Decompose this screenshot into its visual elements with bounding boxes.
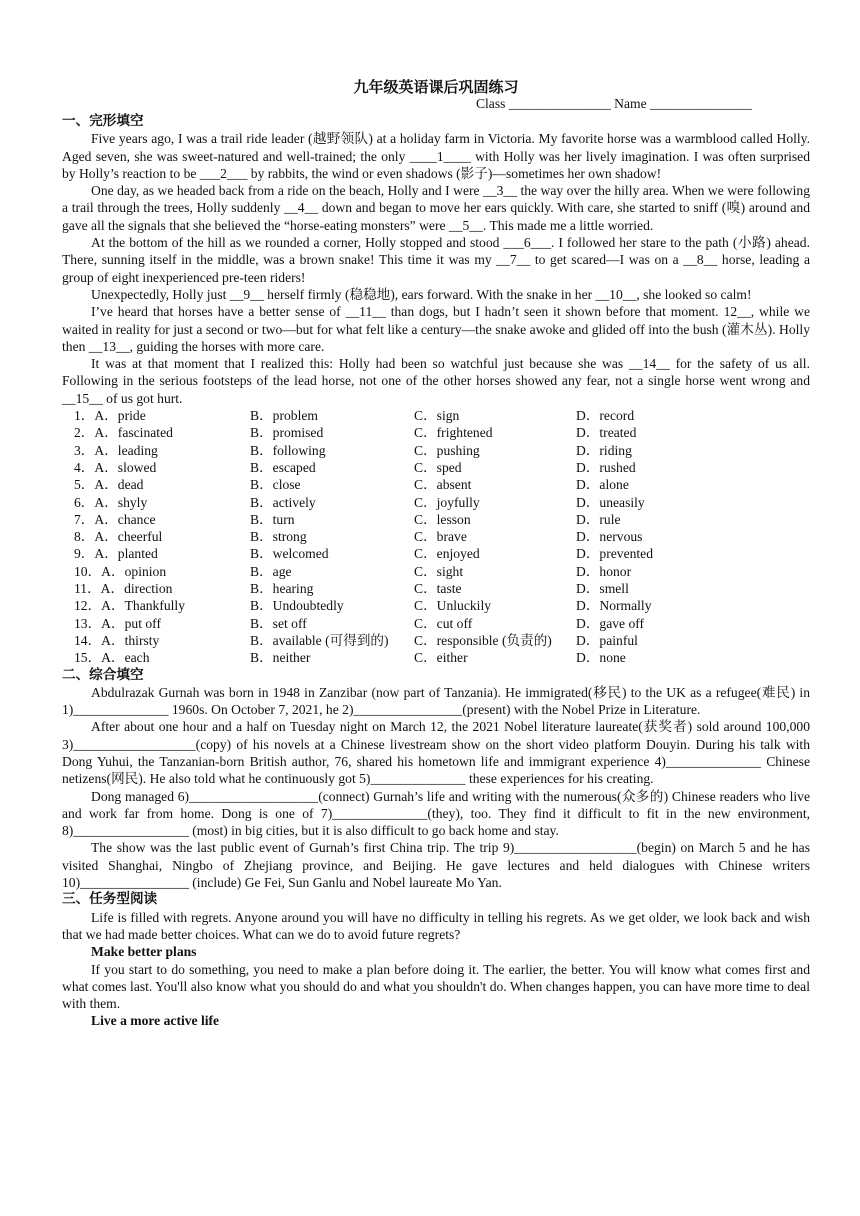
cloze-paragraph: It was at that moment that I realized this: Holly had been so watchful just because she was __14__ for the safety of us all. Following in the serious footsteps of the lead horse, not one of the other horses showed any fear, not a single horse went wrong and __15__ of us got hurt. bbox=[62, 356, 810, 406]
option-d: D．smell bbox=[576, 581, 629, 597]
option-a: 12．A．Thankfully bbox=[74, 598, 185, 614]
option-d: D．nervous bbox=[576, 529, 643, 545]
option-b: B．welcomed bbox=[250, 546, 329, 562]
option-b: B．problem bbox=[250, 408, 318, 424]
reading-paragraph: If you start to do something, you need to make a plan before doing it. The earlier, the better. You will know what comes first and what comes last. You'll also know what you should do and what you shouldn't do. When changes happen, you can have more time to deal with them. bbox=[62, 961, 810, 1012]
option-d: D．uneasily bbox=[576, 494, 645, 510]
option-c: C．brave bbox=[414, 529, 467, 545]
reading-subheading: Live a more active life bbox=[91, 1013, 220, 1029]
option-b: B．actively bbox=[250, 494, 316, 510]
option-b: B．close bbox=[250, 477, 301, 493]
option-a: 1．A．pride bbox=[74, 408, 146, 424]
option-a: 7．A．chance bbox=[74, 511, 156, 527]
option-a: 14．A．thirsty bbox=[74, 632, 160, 648]
option-d: D．gave off bbox=[576, 615, 645, 631]
option-b: B．promised bbox=[250, 425, 324, 441]
option-b: B．neither bbox=[250, 650, 311, 666]
page-title: 九年级英语课后巩固练习 bbox=[353, 78, 519, 96]
option-d: D．rushed bbox=[576, 459, 636, 475]
option-b: B．strong bbox=[250, 529, 307, 545]
option-a: 3．A．leading bbox=[74, 442, 158, 458]
cloze-paragraph: At the bottom of the hill as we rounded a corner, Holly stopped and stood ___6___. I followed her stare to the path (小路) ahead. There, sunning itself in the middle, was a brown snake! This time it was my __7__ to get scared—I was on a __8__ horse, leading a group of eight inexperienced pre-teen riders! bbox=[62, 235, 810, 285]
fill-paragraph: After about one hour and a half on Tuesday night on March 12, the 2021 Nobel literature laureate(获奖者) sold around 100,000 3)__________________(copy) of his novels at a Chinese livestream show on the short video platform Douyin. During his talk with Dong Yuhui, the Tanzanian-born British author, 76, shared his hometown life and immigrant experience 4)______________ Chinese netizens(网民). He also told what he continuously got 5)______________ these experiences for his creating. bbox=[62, 719, 810, 787]
option-d: D．prevented bbox=[576, 546, 654, 562]
option-b: B．escaped bbox=[250, 459, 316, 475]
option-c: C．absent bbox=[414, 477, 472, 493]
option-a: 2．A．fascinated bbox=[74, 425, 173, 441]
option-a: 8．A．cheerful bbox=[74, 529, 163, 545]
option-c: C．sign bbox=[414, 408, 460, 424]
option-c: C．cut off bbox=[414, 615, 473, 631]
option-a: 6．A．shyly bbox=[74, 494, 148, 510]
option-d: D．riding bbox=[576, 442, 632, 458]
reading-paragraph: Life is filled with regrets. Anyone around you will have no difficulty in telling his regrets. As we get older, we look back and wish that we had made better choices. What can we do to avoid future regrets? bbox=[62, 909, 810, 942]
option-d: D．rule bbox=[576, 511, 621, 527]
options-table bbox=[62, 407, 810, 666]
section-heading-cloze: 一、完形填空 bbox=[62, 113, 144, 129]
option-c: C．Unluckily bbox=[414, 598, 492, 614]
fill-paragraph: The show was the last public event of Gurnah’s first China trip. The trip 9)__________________(begin) on March 5 and he has visited Shanghai, Ningbo of Zhejiang province, and Beijing. He gave lectures and held dialogues with Chinese writers 10)________________ (include) Ge Fei, Sun Ganlu and Nobel laureate Mo Yan. bbox=[62, 840, 810, 891]
option-b: B．age bbox=[250, 563, 292, 579]
cloze-paragraph: Five years ago, I was a trail ride leader (越野领队) at a holiday farm in Victoria. My favorite horse was a warmblood called Holly. Aged seven, she was sweet-natured and well-trained; the only ____1____ with Holly was her lively imagination. I was often surprised by Holly’s reaction to be ___2___ by rabbits, the wind or even shadows (影子)—sometimes her own shadow! bbox=[62, 131, 810, 181]
option-a: 10．A．opinion bbox=[74, 563, 167, 579]
option-b: B．set off bbox=[250, 615, 307, 631]
option-a: 9．A．planted bbox=[74, 546, 158, 562]
class-name-line: Class _______________ Name _______________ bbox=[475, 96, 752, 111]
option-d: D．painful bbox=[576, 632, 638, 648]
option-c: C．taste bbox=[414, 581, 462, 597]
option-b: B．hearing bbox=[250, 581, 314, 597]
option-c: C．responsible (负责的) bbox=[414, 632, 552, 648]
option-c: C．either bbox=[414, 650, 468, 666]
section-heading-task-reading: 三、任务型阅读 bbox=[62, 891, 158, 908]
option-d: D．alone bbox=[576, 477, 629, 493]
option-b: B．turn bbox=[250, 511, 295, 527]
option-c: C．frightened bbox=[414, 425, 493, 441]
option-c: C．enjoyed bbox=[414, 546, 480, 562]
section-heading-comprehensive: 二、综合填空 bbox=[62, 666, 144, 683]
option-d: D．record bbox=[576, 408, 635, 424]
worksheet-content bbox=[62, 74, 810, 1030]
cloze-paragraph: One day, as we headed back from a ride on the beach, Holly and I were __3__ the way over the hilly area. When we were following a trail through the trees, Holly suddenly __4__ down and began to move her ears quickly. With care, she started to sniff (嗅) around and gave all the signals that she believed the “horse-eating monsters” were __5__. This made me a little worried. bbox=[62, 183, 810, 233]
option-a: 5．A．dead bbox=[74, 477, 144, 493]
cloze-paragraph: I’ve heard that horses have a better sense of __11__ than dogs, but I hadn’t seen it shown before that moment. 12__, while we waited in reality for just a second or two—but for what felt like a century—the snake awoke and glided off into the bush (灌木丛). Holly then __13__, guiding the horses with more care. bbox=[62, 304, 810, 354]
option-c: C．sight bbox=[414, 563, 464, 579]
option-d: D．honor bbox=[576, 563, 632, 579]
option-c: C．lesson bbox=[414, 511, 471, 527]
option-d: D．treated bbox=[576, 425, 637, 441]
option-a: 11．A．direction bbox=[74, 581, 173, 597]
option-a: 13．A．put off bbox=[74, 615, 161, 631]
option-c: C．pushing bbox=[414, 442, 480, 458]
option-d: D．Normally bbox=[576, 598, 652, 614]
reading-subheading: Make better plans bbox=[91, 944, 197, 960]
fill-paragraph: Dong managed 6)___________________(connect) Gurnah’s life and writing with the numerous(众多的) Chinese readers who live and work far from home. Dong is one of 7)______________(they), too. They find it difficult to fit in the new environment, 8)_________________ (most) in big cities, but it is also difficult to go back home and stay. bbox=[62, 788, 810, 839]
option-b: B．following bbox=[250, 442, 326, 458]
fill-paragraph: Abdulrazak Gurnah was born in 1948 in Zanzibar (now part of Tanzania). He immigrated(移民) to the UK as a refugee(难民) in 1)______________ 1960s. On October 7, 2021, he 2)________________(present) with the Nobel Prize in Literature. bbox=[62, 684, 810, 718]
option-c: C．sped bbox=[414, 459, 462, 475]
cloze-paragraph: Unexpectedly, Holly just __9__ herself firmly (稳稳地), ears forward. With the snake in her __10__, she looked so calm! bbox=[91, 286, 752, 302]
option-a: 15．A．each bbox=[74, 650, 150, 666]
option-b: B．available (可得到的) bbox=[250, 632, 389, 648]
option-c: C．joyfully bbox=[414, 494, 480, 510]
option-a: 4．A．slowed bbox=[74, 459, 157, 475]
option-d: D．none bbox=[576, 650, 626, 666]
option-b: B．Undoubtedly bbox=[250, 598, 344, 614]
